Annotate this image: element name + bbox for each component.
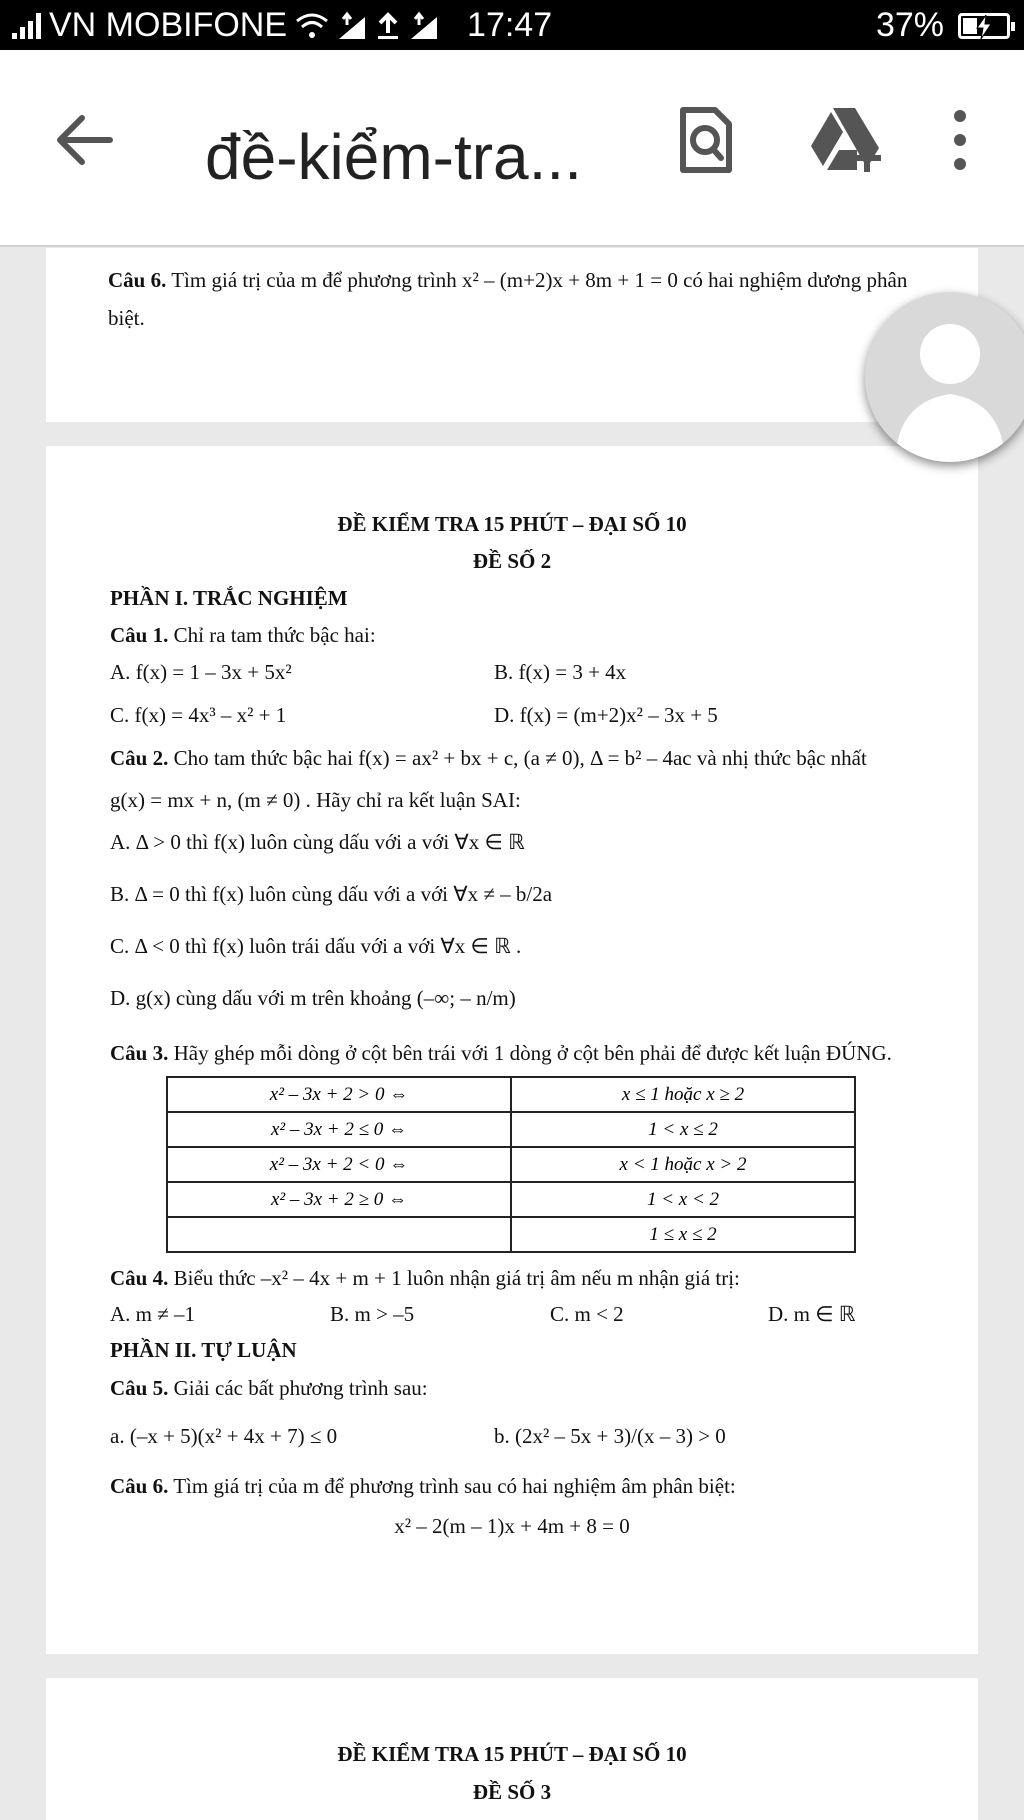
q4-option-d: D. m ∈ ℝ xyxy=(768,1302,856,1326)
table-row xyxy=(167,1077,855,1112)
q2-option-a: A. Δ > 0 thì f(x) luôn cùng dấu với a với ∀x ∈ ℝ xyxy=(110,830,525,854)
carrier-name: VN MOBIFONE xyxy=(49,6,288,44)
q5-part-b: b. (2x² – 5x + 3)/(x – 3) > 0 xyxy=(494,1424,726,1448)
question-2-continued: g(x) = mx + n, (m ≠ 0) . Hãy chỉ ra kết luận SAI: xyxy=(110,788,521,812)
avatar[interactable] xyxy=(865,292,1024,462)
question-2: Câu 2. Cho tam thức bậc hai f(x) = ax² + bx + c, (a ≠ 0), Δ = b² – 4ac và nhị thức bậc nhất xyxy=(110,746,867,770)
table-cell: 1 ≤ x ≤ 2 xyxy=(511,1217,855,1252)
q4-option-b: B. m > –5 xyxy=(330,1302,415,1326)
document-page-1 xyxy=(46,248,978,422)
table-cell: x² – 3x + 2 < 0 ⇔ xyxy=(167,1147,511,1182)
back-arrow-icon[interactable] xyxy=(50,105,120,175)
q2-option-d: D. g(x) cùng dấu với m trên khoảng (–∞; – n/m) xyxy=(110,986,516,1010)
part-1-heading: PHẦN I. TRẮC NGHIỆM xyxy=(110,586,348,610)
table-cell xyxy=(167,1217,511,1252)
q5-part-a: a. (–x + 5)(x² + 4x + 7) ≤ 0 xyxy=(110,1424,338,1448)
signal-upload-icon-2 xyxy=(409,11,439,41)
document-title: đề-kiểm-tra... xyxy=(205,121,582,193)
more-options-icon[interactable] xyxy=(920,100,1000,180)
table-cell: x² – 3x + 2 ≥ 0 ⇔ xyxy=(167,1182,511,1217)
question-5: Câu 5. Giải các bất phương trình sau: xyxy=(110,1376,428,1400)
exam-subtitle-3: ĐỀ SỐ 3 xyxy=(472,1780,552,1804)
signal-upload-icon xyxy=(337,11,367,41)
battery-percent: 37% xyxy=(875,6,944,44)
document-page-3 xyxy=(46,1678,978,1820)
find-in-page-icon[interactable] xyxy=(665,100,745,180)
matching-table xyxy=(166,1076,856,1253)
document-page-2-lower xyxy=(46,1262,978,1654)
question-1: Câu 1. Chỉ ra tam thức bậc hai: xyxy=(110,623,376,647)
part-2-heading: PHẦN II. TỰ LUẬN xyxy=(110,1338,297,1362)
table-row xyxy=(167,1182,855,1217)
question-6: Câu 6. Tìm giá trị của m để phương trình x² – (m+2)x + 8m + 1 = 0 có hai nghiệm dương phân xyxy=(108,268,908,292)
signal-icon xyxy=(12,13,41,39)
exam-title-3: ĐỀ KIỂM TRA 15 PHÚT – ĐẠI SỐ 10 xyxy=(337,1742,687,1766)
question-4: Câu 4. Biểu thức –x² – 4x + m + 1 luôn nhận giá trị âm nếu m nhận giá trị: xyxy=(110,1266,740,1290)
q1-option-d: D. f(x) = (m+2)x² – 3x + 5 xyxy=(494,703,718,727)
table-cell: x ≤ 1 hoặc x ≥ 2 xyxy=(511,1077,855,1112)
table-row xyxy=(167,1217,855,1252)
q1-option-b: B. f(x) = 3 + 4x xyxy=(494,660,627,684)
q4-option-a: A. m ≠ –1 xyxy=(110,1302,196,1326)
status-bar xyxy=(0,0,1024,50)
question-6-continued: biệt. xyxy=(108,306,145,330)
battery-charging-icon xyxy=(958,13,1010,39)
app-bar xyxy=(0,50,1024,247)
table-row xyxy=(167,1112,855,1147)
table-row xyxy=(167,1147,855,1182)
question-6-page2: Câu 6. Tìm giá trị của m để phương trình sau có hai nghiệm âm phân biệt: xyxy=(110,1474,736,1498)
q2-option-b: B. Δ = 0 thì f(x) luôn cùng dấu với a với ∀x ≠ – b/2a xyxy=(110,882,553,906)
question-3: Câu 3. Hãy ghép mỗi dòng ở cột bên trái với 1 dòng ở cột bên phải để được kết luận ĐÚNG. xyxy=(110,1041,892,1065)
table-cell: 1 < x < 2 xyxy=(511,1182,855,1217)
add-to-drive-icon[interactable] xyxy=(805,100,885,180)
table-cell: x < 1 hoặc x > 2 xyxy=(511,1147,855,1182)
q6-equation: x² – 2(m – 1)x + 4m + 8 = 0 xyxy=(394,1514,630,1538)
clock: 17:47 xyxy=(467,6,553,44)
q2-option-c: C. Δ < 0 thì f(x) luôn trái dấu với a với ∀x ∈ ℝ . xyxy=(110,934,522,958)
exam-title: ĐỀ KIỂM TRA 15 PHÚT – ĐẠI SỐ 10 xyxy=(337,512,687,536)
person-icon xyxy=(865,292,1024,462)
upload-icon xyxy=(375,11,401,41)
table-cell: x² – 3x + 2 > 0 ⇔ xyxy=(167,1077,511,1112)
table-cell: 1 < x ≤ 2 xyxy=(511,1112,855,1147)
q1-option-c: C. f(x) = 4x³ – x² + 1 xyxy=(110,703,287,727)
q4-option-c: C. m < 2 xyxy=(550,1302,624,1326)
table-cell: x² – 3x + 2 ≤ 0 ⇔ xyxy=(167,1112,511,1147)
wifi-icon xyxy=(295,11,329,41)
q1-option-a: A. f(x) = 1 – 3x + 5x² xyxy=(110,660,292,684)
exam-subtitle: ĐỀ SỐ 2 xyxy=(472,549,552,573)
